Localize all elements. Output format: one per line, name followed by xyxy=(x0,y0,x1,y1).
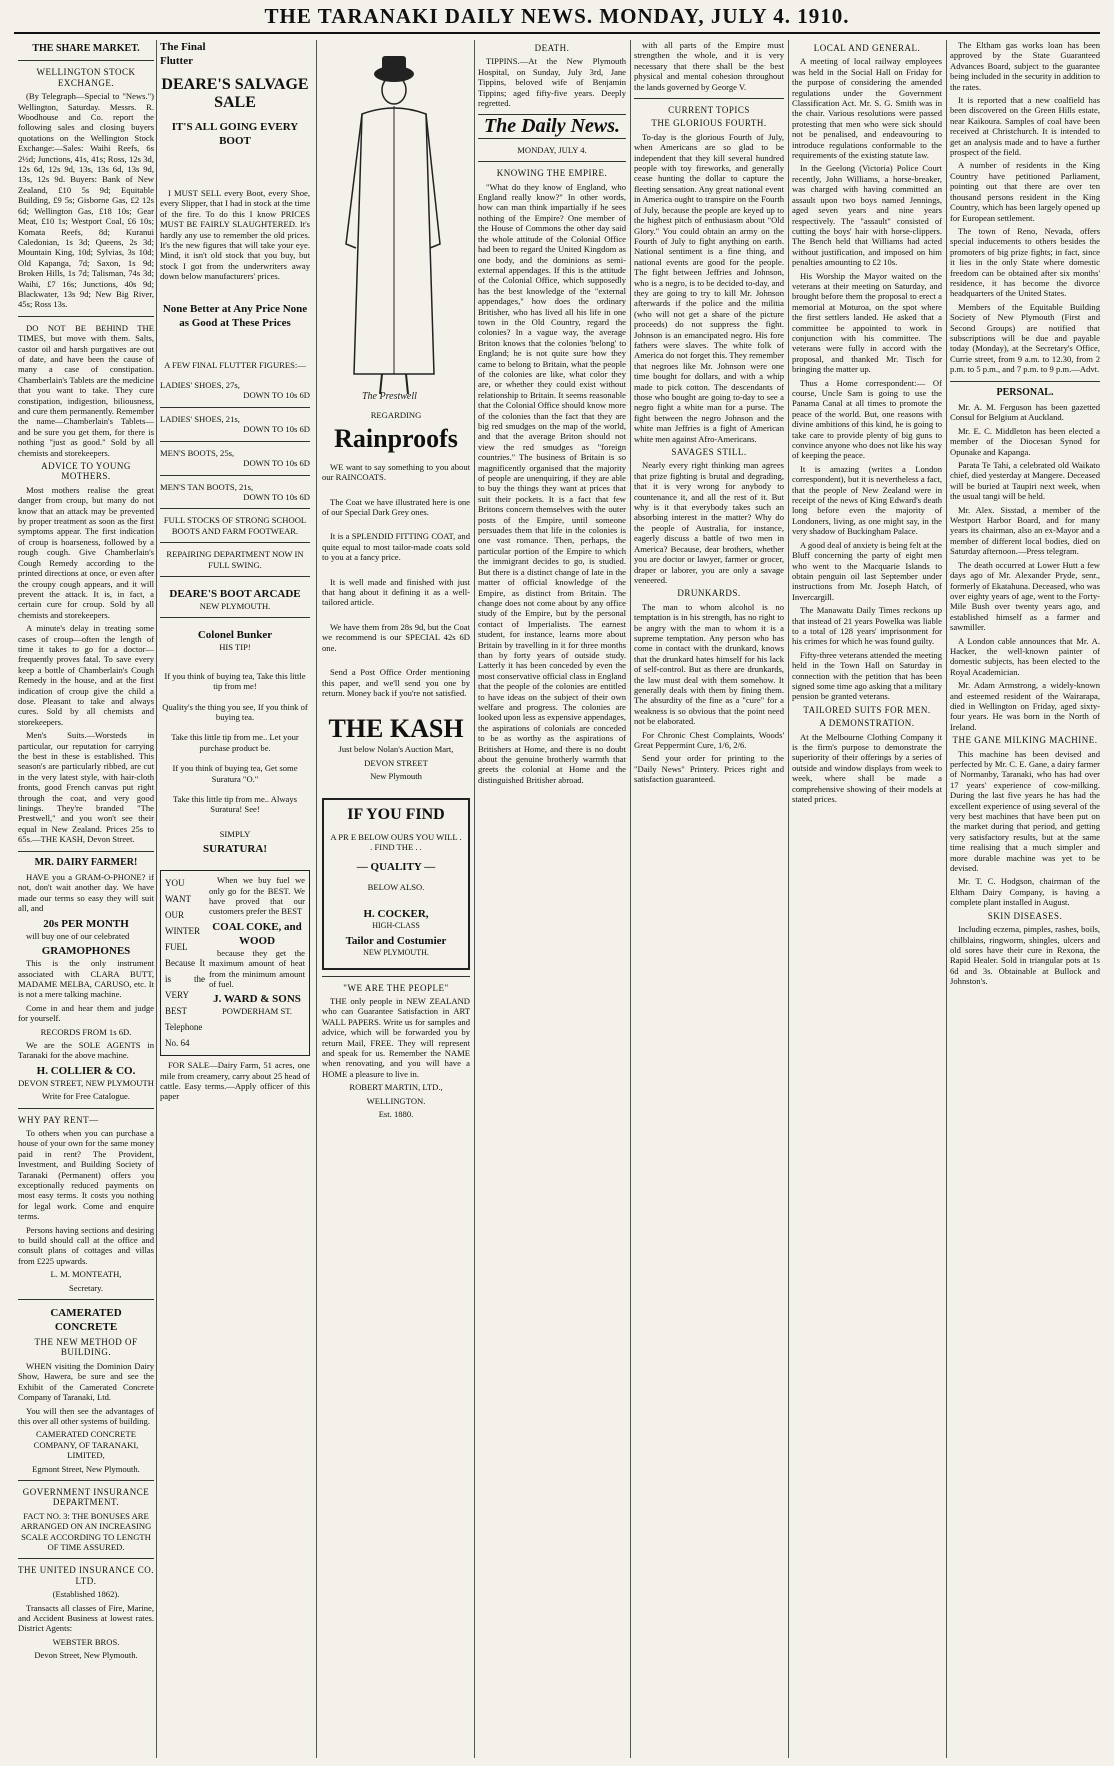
times-body: DO NOT BE BEHIND THE TIMES, but move with them. Salts, castor oil and harsh purgatives are out of date, and have been the cause of many a case of constipation. Chamberlain's Tablets are the medicine that you want to take. They cure constipation, indigestion, biliousness, and cure them permanently. Remember the name—Chamberlain's Tablets—and be sure you get them, for there is nothing "just as good." Sold by all chemists and storekeepers. xyxy=(18,322,154,458)
divider xyxy=(18,316,154,317)
rent-body-2: Persons having sections and desiring to build should call at the office and consult plans of cottages and villas from £225 upwards. xyxy=(18,1224,154,1266)
kash-town: New Plymouth xyxy=(370,771,422,782)
dairy-heading: MR. DAIRY FARMER! xyxy=(34,856,138,868)
rain-3: It is a SPLENDID FITTING COAT, and quite equal to most tailor-made coats sold to you at a fancy price. xyxy=(322,531,470,563)
tip-4: If you think of buying tea, Get some Suratura "O." xyxy=(172,763,298,784)
ward-sons: J. WARD & SONS xyxy=(213,993,301,1006)
issue-date: MONDAY, JULY 4. xyxy=(517,144,587,155)
column-5 xyxy=(634,40,784,1758)
divider xyxy=(18,60,154,61)
divider xyxy=(160,508,310,509)
all-going: IT'S ALL GOING EVERY BOOT xyxy=(171,121,299,147)
c7-body-1: It is reported that a new coalfield has been discovered on the Green Hills estate, near Kaikoura. Samples of coal have been received at Christchurch. It is intended to get an analysis made and to have a further prospect of the field. xyxy=(950,95,1100,158)
divider xyxy=(160,475,310,476)
column-rule xyxy=(630,40,631,1758)
martin-city: WELLINGTON. xyxy=(366,1095,426,1106)
deare-salvage-sale: DEARE'S SALVAGE SALE xyxy=(161,76,309,111)
fuel-products: COAL COKE, and WOOD xyxy=(212,920,302,947)
tip-2: Quality's the thing you see, If you think of buying tea. xyxy=(162,701,308,722)
bunker-tip: HIS TIP! xyxy=(219,642,251,653)
rainproofs: Rainproofs xyxy=(334,423,458,453)
local-body-3: His Worship the Mayor waited on the veterans at their meeting on Saturday, and brought before them the proposal to erect a memorial at Moturoa, on the spot where the first settlers landed. He asked that a committee be appointed to work in conjunction with his committee. The veterans were fully in accord with the proposal, and thanked Mr. Tisch for bringing the matter up. xyxy=(792,270,942,375)
tailor-costumier: Tailor and Costumier xyxy=(345,935,447,948)
full-stocks: FULL STOCKS OF STRONG SCHOOL BOOTS AND FARM FOOTWEAR. xyxy=(163,515,307,536)
divider xyxy=(18,851,154,852)
iyf-body: A PR E BELOW OURS YOU WILL . . FIND THE . . xyxy=(330,831,462,852)
drunkards-heading: DRUNKARDS. xyxy=(677,588,741,599)
daily-news-title: The Daily News. xyxy=(483,115,621,138)
divider xyxy=(160,542,310,543)
divider xyxy=(322,976,470,977)
column-2 xyxy=(160,40,310,1758)
personal-body-3: Parata Te Tahi, a celebrated old Waikato chief, died yesterday at Mangere. Deceased will be buried at Taupiri next week, when the usual tangi will be held. xyxy=(950,460,1100,502)
death-body: TIPPINS.—At the New Plymouth Hospital, on Sunday, July 3rd, Jane Tippins, beloved wife of Benjamin Tippins; aged fifty-five years. Deeply regretted. xyxy=(478,56,626,109)
tip-1: If you think of buying tea, Take this little tip from me! xyxy=(164,670,306,692)
column-3 xyxy=(322,40,470,1758)
concrete-address: Egmont Street, New Plymouth. xyxy=(32,1463,140,1474)
people-body: THE only people in NEW ZEALAND who can Guarantee Satisfaction in ART WALL PAPERS. Write us for samples and advice, which will be forwarded you by return Mail, FREE. They will represent and speak for us. Remember the NAME when renovating, and you will have a HOME a pleasure to live in. xyxy=(322,995,470,1079)
webster-name: WEBSTER BROS. xyxy=(52,1636,120,1647)
skin-body: Including eczema, pimples, rashes, boils, chilblains, ringworm, shingles, ulcers and old sores have their cure in Rexona, the Rapid Healer. Sold in triangular pots at 1s 6d and 3s. Obtainable at Bullock and Johnston's. xyxy=(950,924,1100,987)
rain-1: WE want to say something to you about our RAINCOATS. xyxy=(322,461,470,483)
wse-body: (By Telegraph—Special to "News.") Wellington, Saturday. Messrs. R. Woodhouse and Co. report the following sales and closing buyers quotations on the Wellington Stock Exchange:—Sales: Waihi Reefs, 6s 2½d; Junctions, 41s, 41s; Ross, 12s 3d, 12s 6d, 12s 9d, 13s, 13s 6d, 13s 9d, 13s, 12s 9d. Buyers: Bank of New Zealand, £10 5s 9d; Equitable Building, £9 5s; Gisborne Gas, £2 12s 6d; Wellington Gas, £18 10s; Gear Meat, £10 1s; Westport Coal, £6 10s; Komata Reefs, 8d; Kuranui Caledonian, 1s 3d; Queens, 2s 3d; Mountain King, 10d; Sylvias, 3s 10d; Old Kapanga, 7d; Saxon, 1s 9d; Broken Hills, 1s 7d; Talisman, 74s 3d; Waihi, £7 16s; Junctions, 40s 9d; Blackwater, 13s 9d; New Big River, 45s; Ross 13s. xyxy=(18,91,154,310)
collier-name: H. COLLIER & CO. xyxy=(36,1064,136,1077)
dairy-body: HAVE you a GRAM-O-PHONE? if not, don't wait another day. We have made our terms so easy they will suit all, and xyxy=(18,872,154,914)
empire-body: "What do they know of England, who England really know?" In other words, how can man think impartially if he sees nothing of the Empire? One member of the House of Commons the other day said the whole attitude of the Colonial Office had been to regard the United Kingdom as one body, and the dominions as semi-external appendages. If this is the attitude of the Colonial Office, which supposedly has the best knowledge of the "external appendages," how does the ordinary Britisher, who has lived all his life in one town in the Old Country, regard the colonies? In a vague way, the average Briton knows that the colonies 'belong' to England; he is not quite sure how they came to belong to Britain, what the people of the colonies are like, what color they are, or whether they could exist without relationship to Britain. It seems reasonable that the Colonial Office should know more of the colonies than the fact that they are big red smudges on the map of the world, and that the average Briton should not view the red smudges as "foreign countries." The business of Britain is so magnificently organised that the majority of people are unenquiring, if they are able to buy the things they want at prices that suit their pockets. It is a fact that few Britons concern themselves with the outer posts of the Empire, until someone persuades them that life in the colonies is one vast romance. Then, perhaps, the particular portion of the Empire to which the immigrant decides to go, is studied. But there is a distinct change of late in the matter of official knowledge of the Empire, as distinct from Britain. The change does not come about by any office study of the Empire, but by the personal contact of Imperialists. The earnest student, for instance, learns more about Britain by travelling in it for three months than by forty years of outside study. Latterly it has been conceded by even the most conservative official class in England that the people of the colonies are entitled to have ideas on the subject of their own welfare and progress. The colonies are looked upon less as expensive appendages, the aspirations of colonials are conceded to be as worthy as the aspirations of Britishers at Home, and there is no doubt about the genuine brotherly warmth that greets the colonial at Home and the distinguished Britisher abroad. xyxy=(478,181,626,785)
concrete-company: CAMERATED CONCRETE COMPANY, OF TARANAKI, LIMITED, xyxy=(33,1429,139,1461)
savages-body: Nearly every right thinking man agrees that prize fighting is brutal and degrading, that it is very wrong for anybody to countenance it, and all the rest of it. But why is it that everybody takes such an absorbing interest in the matter? Why do the people of Australia, for instance, eagerly discuss a battle of two men in America? Because, dear brothers, whether you are doctor or lawyer, farmer or grocer, draper or laborer, you are only a savage veneered. xyxy=(634,460,784,585)
tip-5: Take this little tip from me.. Always Suratura! See! xyxy=(173,794,297,815)
cocker-town: NEW PLYMOUTH. xyxy=(363,948,429,958)
divider xyxy=(18,1558,154,1559)
concrete-heading: CAMERATED CONCRETE xyxy=(50,1307,122,1334)
divider xyxy=(18,1480,154,1481)
cocker-ad xyxy=(322,798,470,970)
column-rule xyxy=(474,40,475,1758)
government-insurance-heading: GOVERNMENT INSURANCE DEPARTMENT. xyxy=(22,1486,150,1508)
local-body-6: A good deal of anxiety is being felt at the Bluff concerning the party of eight men who went to the Macquarie Islands to obtain penguin oil last September under instructions from Mr. Joseph Hatch, of Invercargill. xyxy=(792,539,942,602)
demonstration-heading: A DEMONSTRATION. xyxy=(819,718,915,729)
personal-body-2: Mr. E. C. Middleton has been elected a member of the Diocesan Synod for Opunake and Kapanga. xyxy=(950,425,1100,457)
top-rule xyxy=(14,32,1100,34)
deare-boot-arcade: DEARE'S BOOT ARCADE xyxy=(169,587,301,600)
drunkards-body: The man to whom alcohol is no temptation is in his strength, has no right to be angry with the man to whom it is a supreme temptation. Any person who has come in contact with the drunkard, knows that the drunkard hates himself for his lack of self-control. But as there are drunkards, the law must deal with them somehow. It generally deals with them by fining them. The absurdity of the fine as a "cure" for a weakness is so obvious that the point need not be elaborated. xyxy=(634,601,784,727)
personal-body-1: Mr. A. M. Ferguson has been gazetted Consul for Belgium at Auckland. xyxy=(950,402,1100,423)
fuel-left: YOU WANT OUR WINTER FUEL Because It is the VERY BEST Telephone No. 64 xyxy=(165,878,205,1049)
personal-heading: PERSONAL. xyxy=(996,386,1054,398)
arcade-address: NEW PLYMOUTH. xyxy=(199,600,271,611)
mothers-body: Most mothers realise the great danger from croup, but many do not know that an attack may be prevented by proper treatment as soon as the first symptoms appear. The first indication of croup is hoarseness, followed by a rough cough. Give Chamberlain's Cough Remedy according to the printed directions at once, or even after the croupy cough appears, and it will prevent the attack. It is, in fact, a certain cure for croup. Sold by all chemists and storekeepers. xyxy=(18,484,154,620)
cocker-high-class: HIGH-CLASS xyxy=(372,920,420,930)
column-rule xyxy=(156,40,157,1758)
divider xyxy=(160,617,310,618)
collier-address: DEVON STREET, NEW PLYMOUTH xyxy=(18,1077,154,1088)
divider xyxy=(478,161,626,162)
cocker-name: H. COCKER, xyxy=(363,907,429,920)
rain-6: Send a Post Office Order mentioning this paper, and we'll send you one by return. Money back if you're not satisfied. xyxy=(322,667,470,698)
dairy-price: 20s PER MONTH xyxy=(43,917,129,930)
rain-2: The Coat we have illustrated here is one of our Special Dark Grey ones. xyxy=(322,496,470,518)
rent-heading: WHY PAY RENT— xyxy=(18,1114,99,1125)
simply: SIMPLY xyxy=(219,828,251,839)
local-body-5: It is amazing (writes a London correspondent), but it is nevertheless a fact, that the people of New Zealand were in receipt of the news of King Edward's death long before even the majority of Londoners, living, as one might say, in the very shadow of Buckingham Palace. xyxy=(792,463,942,537)
column-rule xyxy=(946,40,947,1758)
personal-body-6: A London cable announces that Mr. A. Hacker, the well-known painter of domestic subjects, has been elected to the Royal Academician. xyxy=(950,635,1100,677)
winter-fuel-ad xyxy=(160,870,310,1056)
personal-body-5: The death occurred at Lower Hutt a few days ago of Mr. Alexander Pryde, senr., formerly of Ekatahuna. Deceased, who was over eighty years of age, went to the Forty-Mile Bush over twenty years ago, and established himself as a farmer and sawmiller. xyxy=(950,559,1100,633)
local-body-7: The Manawatu Daily Times reckons up that instead of 21 years Powelka was liable to a total of 128 years' imprisonment for his crimes for which he was found guilty. xyxy=(792,605,942,647)
concrete-body-2: You will then see the advantages of this over all other systems of building. xyxy=(18,1405,154,1426)
dairy-body-2: will buy one of our celebrated xyxy=(26,930,130,941)
united-insurance-heading: THE UNITED INSURANCE CO. LTD. xyxy=(18,1565,154,1586)
share-market-heading: THE SHARE MARKET. xyxy=(32,43,140,54)
few-final-figures: A FEW FINAL FLUTTER FIGURES:— xyxy=(164,359,306,370)
suits-body: Men's Suits.—Worsteds in particular, our reputation for carrying the best in these is established. This season's are particularly ribbed, are cut in the very latest style, with hair-cloth fronts, good French canvas put right through the coat, and very good linings. They're branded "The Prestwell," and you won't see their equal in New Zealand. Prices 25s to 65s.—THE KASH, Devon Street. xyxy=(18,730,154,845)
none-better: None Better at Any Price None as Good at These Prices xyxy=(162,302,308,329)
catalogue-line: Write for Free Catalogue. xyxy=(42,1091,130,1102)
local-general-heading: LOCAL AND GENERAL. xyxy=(813,43,921,53)
local-body-8: Fifty-three veterans attended the meeting held in the Town Hall on Saturday in connection with the petition that has been signed some time ago asking that a military pension be granted veterans. xyxy=(792,649,942,702)
divider xyxy=(478,138,626,139)
suratura: SURATURA! xyxy=(203,843,267,856)
divider xyxy=(634,98,784,99)
column-rule xyxy=(316,40,317,1758)
fuel-text-2: because they get the maximum amount of heat from the minimum amount of fuel. xyxy=(209,947,305,990)
chest-ad: For Chronic Chest Complaints, Woods' Great Peppermint Cure, 1/6, 2/6. xyxy=(634,729,784,750)
column-6 xyxy=(792,40,942,1758)
gane-body: This machine has been devised and perfected by Mr. C. E. Gane, a dairy farmer of Normanby, Taranaki, who has had over 17 years' experience of cow-milking. During the last five years he has had the excellent experience of using several of the very best machines that have been put on the market during that period, and getting very satisfactory results, but at the same time realising that a much simpler and more durable machine was yet to be devised. xyxy=(950,748,1100,874)
c5-top: with all parts of the Empire must strengthen the whole, and it is very necessary that there shall be the best physical and mental cohesion throughout the lands governed by George V. xyxy=(634,40,784,92)
savages-heading: SAVAGES STILL. xyxy=(671,447,747,458)
if-you-find: IF YOU FIND xyxy=(347,805,445,823)
united-insurance-established: (Established 1862). xyxy=(52,1589,120,1600)
personal-body-7: Mr. Adam Armstrong, a widely-known and esteemed resident of the Wairarapa, died in Wellington on Friday, aged sixty-four years. He was born in the North of Ireland. xyxy=(950,680,1100,732)
divider xyxy=(18,1108,154,1109)
delay-body: A minute's delay in treating some cases of croup—often the length of time it takes to go for a doctor—frequently proves fatal. To save every keep a bottle of Chamberlain's Cough Remedy in the house, and at the first indication of croup give the child a dose. Pleasant to take and always cures. Sold by all chemists and storekeepers. xyxy=(18,623,154,727)
c7-body-4: Members of the Equitable Building Society of New Plymouth (First and Second Groups) are notified that subscriptions will be due and payable today (Monday), at the Secretary's Office, Currie street, from 9 a.m. to 12.30, from 2 p.m. to 5 p.m., and 7 p.m. to 9 p.m.—Advt. xyxy=(950,301,1100,375)
monteath-name: L. M. MONTEATH, xyxy=(50,1269,122,1280)
ward-address: POWDERHAM ST. xyxy=(221,1006,293,1017)
below-also: BELOW ALSO. xyxy=(367,882,425,893)
quality: — QUALITY — xyxy=(356,861,436,874)
tip-3: Take this little tip from me.. Let your purchase product be. xyxy=(171,732,299,753)
gane-body-2: Mr. T. C. Hodgson, chairman of the Eltham Dairy Company, is having a complete plant installed in August. xyxy=(950,876,1100,908)
c7-body-2: A number of residents in the King Country have petitioned Parliament, pointing out that there are over ten thousand persons resident in the King Country, which has been largely opened up for European settlement. xyxy=(950,160,1100,223)
divider xyxy=(18,1299,154,1300)
concrete-subheading: THE NEW METHOD OF BUILDING. xyxy=(34,1337,138,1358)
divider xyxy=(160,441,310,442)
divider xyxy=(160,407,310,408)
gramophones-heading: GRAMOPHONES xyxy=(41,945,131,958)
masthead: THE TARANAKI DAILY NEWS. MONDAY, JULY 4. 1910. xyxy=(264,4,850,28)
empire-heading: KNOWING THE EMPIRE. xyxy=(496,168,608,179)
must-sell-body: I MUST SELL every Boot, every Shoe, every Slipper, that I had in stock at the time of the fire. To do this I know PRICES MUST BE FAIRLY SLAUGHTERED. It's hardly any use to remember the old prices. It's the new figures that will take your eye. Mind, it isn't old stock that you buy, but stock I got from the underwriters away down below manufacturers' prices. xyxy=(160,188,310,282)
price-ladies-shoes-21: LADIES' SHOES, 21s, DOWN TO 10s 6D xyxy=(160,413,310,435)
skin-heading: SKIN DISEASES. xyxy=(987,910,1063,921)
c7-top: The Eltham gas works loan has been approved by the State Guaranteed Advances Board, subject to the guarantee being included in the security in addition to the rates. xyxy=(950,40,1100,92)
people-heading: "WE ARE THE PEOPLE" xyxy=(343,982,449,993)
divider xyxy=(160,576,310,577)
kash-street: DEVON STREET xyxy=(364,757,428,768)
current-topics-heading: CURRENT TOPICS xyxy=(668,105,750,116)
column-rule xyxy=(788,40,789,1758)
prestwell-caption: The Prestwell xyxy=(362,391,417,402)
rent-body: To others when you can purchase a house of your own for the same money paid in rent? The Provident, Investment, and Building Society of Taranaki (Permanent) offers you exceptionally reduced payments on most easy terms. It costs you nothing for legal work. Come and enquire terms. xyxy=(18,1127,154,1222)
martin-name: ROBERT MARTIN, LTD., xyxy=(349,1082,443,1093)
final-flutter: The Final Flutter xyxy=(160,41,206,67)
secretary-line: Secretary. xyxy=(68,1282,104,1293)
price-ladies-shoes-27: LADIES' SHOES, 27s, DOWN TO 10s 6D xyxy=(160,380,310,401)
webster-address: Devon Street, New Plymouth. xyxy=(34,1650,138,1661)
price-mens-tan-boots: MEN'S TAN BOOTS, 21s, DOWN TO 10s 6D xyxy=(160,481,310,502)
united-insurance-body: Transacts all classes of Fire, Marine, and Accident Business at lowest rates. District Agents: xyxy=(18,1602,154,1634)
kash-sub: Just below Nolan's Auction Mart, xyxy=(338,744,454,755)
divider xyxy=(950,381,1100,382)
records-line: RECORDS FROM 1s 6D. xyxy=(40,1026,132,1037)
local-body-2: In the Geelong (Victoria) Police Court recently, John Williams, a horse-breaker, was charged with having committed an assault upon two boys named Jennings, aged seven years and nine years respectively. The "assault" consisted of cutting the boys' hair with horse-clippers. The Bench held that Williams had acted without justification, and imposed on him penalties amounting to £2 10s. xyxy=(792,163,942,268)
price-mens-boots: MEN'S BOOTS, 25s, DOWN TO 10s 6D xyxy=(160,447,310,469)
rain-5: We have them from 28s 9d, but the Coat we recommend is our SPECIAL 42s 6D one. xyxy=(322,621,470,653)
column-7 xyxy=(950,40,1100,1758)
glorious-fourth-body: To-day is the glorious Fourth of July, when Americans are so glad to be independent that they kill several hundred people with toy fireworks, and generally cease hunting the dollar to capture the fleeting sensation. Any great national event in America ought to transpire on the Fourth of July, because the people are keyed up to the highest pitch of enthusiasm about "Old Glory." You could obtain an army on the Fourth of July to fight anything on earth. National sentiment is a fine thing, and national events are good for the people. The fight between Jeffries and Johnson, who is a negro, is to be decided to-day, and they are going to try to kill Mr. Johnson afterwards if the police and the militia (who will not get a share of the picture proceeds) do not suppress the fight. Johnson is an emancipated negro. His fore fathers were slaves. The white folk of America do not forget this. They remember that negroes like Mr. Johnson were one time bought for dollars, and with a whip made to pick cotton. The descendants of those who bought are going to-day to see a negro fight a white man for a purse. The fight between the negro Johnson and the white man Jeffries is a fight of American white men against Afro-Americans. xyxy=(634,131,784,444)
rain-4: It is well made and finished with just that hang about it defining it as a well-tailored article. xyxy=(322,576,470,608)
personal-body-4: Mr. Alex. Sisstad, a member of the Westport Harbor Board, and for many years its chairman, also an ex-Mayor and a member of different local bodies, died on Saturday afternoon.—Press telegram. xyxy=(950,504,1100,557)
for-sale-ad: FOR SALE—Dairy Farm, 51 acres, one mile from creamery, carry about 25 head of cattle. Easy terms.—Apply officer of this paper xyxy=(160,1060,310,1102)
send-order-ad: Send your order for printing to the "Daily News" Printery. Prices right and satisfaction guaranteed. xyxy=(634,753,784,785)
column-1 xyxy=(18,40,154,1758)
repairing-dept: REPAIRING DEPARTMENT NOW IN FULL SWING. xyxy=(166,549,304,570)
agents-line: We are the SOLE AGENTS in Taranaki for the above machine. xyxy=(18,1039,154,1061)
tailored-body: At the Melbourne Clothing Company it is the firm's purpose to demonstrate the superiority of their offerings by a series of outside and window displays from week to week, where shall be made a comprehensive showing of their models at stated prices. xyxy=(792,731,942,805)
column-4 xyxy=(478,40,626,1758)
mothers-heading: ADVICE TO YOUNG MOTHERS. xyxy=(41,461,131,482)
fuel-text-1: When we buy fuel we only go for the BEST. We have proved that our customers prefer the BEST xyxy=(209,875,305,917)
glorious-fourth-heading: THE GLORIOUS FOURTH. xyxy=(651,118,767,129)
gramophones-body: This is the only instrument associated with CLARA BUTT, MADAME MELBA, CARUSO, etc. It is not a mere talking machine. xyxy=(18,958,154,1000)
government-insurance-body: FACT NO. 3: THE BONUSES ARE ARRANGED ON AN INCREASING SCALE ACCORDING TO LENGTH OF TIME ASSURED. xyxy=(20,1510,152,1552)
gramophones-body-2: Come in and hear them and judge for yourself. xyxy=(18,1002,154,1024)
concrete-body: WHEN visiting the Dominion Dairy Show, Hawera, be sure and see the Exhibit of the Camerated Concrete Company of Taranaki, Ltd. xyxy=(18,1360,154,1403)
man-in-raincoat-illustration xyxy=(322,44,462,404)
regarding: REGARDING xyxy=(370,410,422,421)
gane-heading: THE GANE MILKING MACHINE. xyxy=(952,735,1098,746)
the-kash: THE KASH xyxy=(328,714,464,744)
martin-est: Est. 1880. xyxy=(378,1109,414,1120)
wse-heading: WELLINGTON STOCK EXCHANGE. xyxy=(36,67,136,88)
death-heading: DEATH. xyxy=(534,43,570,53)
fuel-right xyxy=(209,875,305,1051)
colonel-bunker: Colonel Bunker xyxy=(197,629,273,642)
tailored-suits-heading: TAILORED SUITS FOR MEN. xyxy=(803,704,931,715)
c7-body-3: The town of Reno, Nevada, offers special inducements to others besides the promoters of big prize fights; in fact, since it lies in the only State where domestic freedom can be obtained after six months' residence, it has become the divorce headquarters of the United States. xyxy=(950,225,1100,299)
local-body-4: Thus a Home correspondent:— Of course, Uncle Sam is going to use the Panama Canal at all times to promote the peace of the world. But, one reasons with divine ambitions of this kind, he is going to take care to provide plenty of big guns to convince anyone who does not like his way of keeping the peace. xyxy=(792,377,942,461)
local-body-1: A meeting of local railway employees was held in the Social Hall on Friday for the purpose of considering the amended regulations under the Government Classification Act. Mr. S. G. Smith was in the chair. Various resolutions were passed protesting that men who were sick should not be penalised, and endeavouring to introduce regulations conformable to the requirements of the existing statute law. xyxy=(792,56,942,161)
